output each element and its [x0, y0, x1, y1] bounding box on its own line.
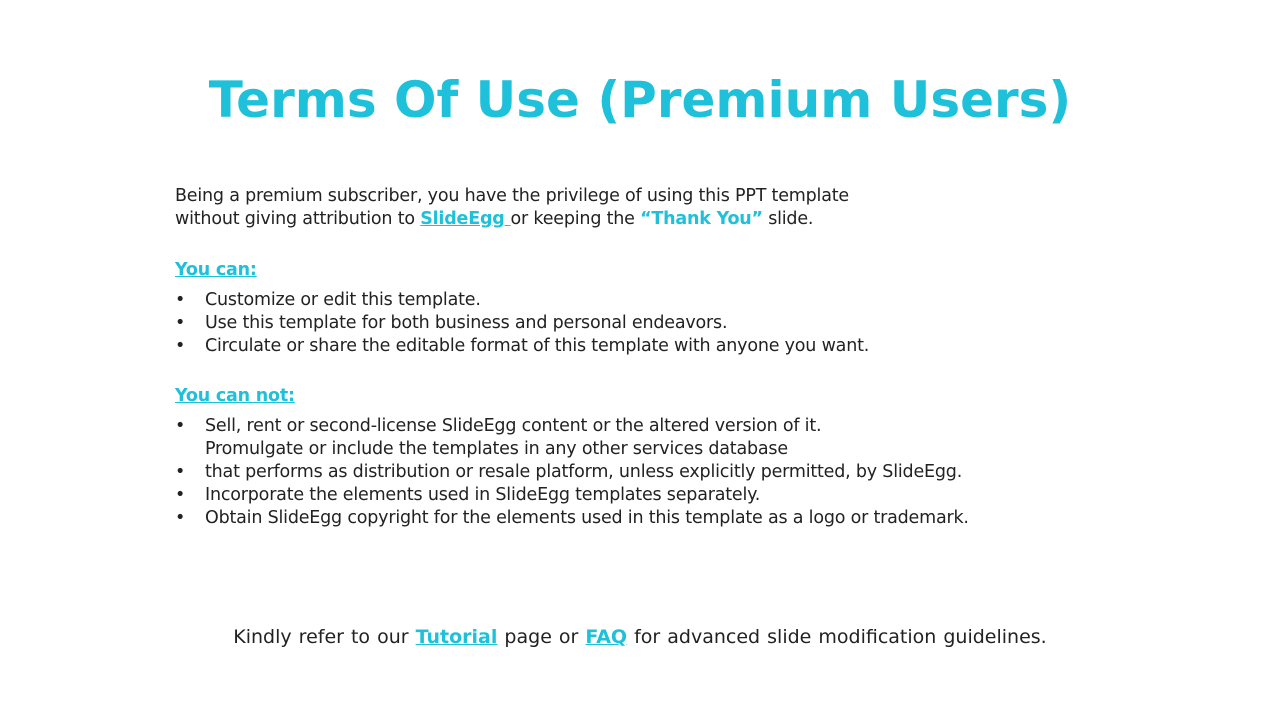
list-item-continuation	[175, 438, 1075, 461]
intro-paragraph	[175, 185, 1075, 231]
intro-line-2	[175, 208, 1075, 231]
bullet-icon: •	[175, 313, 186, 333]
intro-line-2-middle: or keeping the	[510, 209, 641, 229]
list-item-text: Sell, rent or second-license SlideEgg content or the altered version of it.	[205, 416, 822, 436]
bullet-icon: •	[175, 290, 186, 310]
list-item-text: that performs as distribution or resale platform, unless explicitly permitted, by SlideEgg.	[205, 462, 963, 482]
bullet-icon: •	[175, 485, 186, 505]
you-can-list	[175, 289, 1075, 358]
list-item	[175, 415, 1075, 438]
thank-you-highlight: “Thank You”	[640, 209, 763, 229]
list-item	[175, 507, 1075, 530]
you-can-not-heading: You can not:	[175, 386, 295, 406]
slide-title: Terms Of Use (Premium Users)	[208, 71, 1072, 129]
you-can-not-list	[175, 415, 1075, 530]
footer-middle: page or	[497, 626, 586, 648]
list-item-text: Circulate or share the editable format of this template with anyone you want.	[205, 336, 870, 356]
footer-note	[0, 624, 1280, 650]
list-item	[175, 289, 1075, 312]
bullet-icon: •	[175, 462, 186, 482]
bullet-icon: •	[175, 508, 186, 528]
you-can-heading: You can:	[175, 260, 257, 280]
bullet-icon: •	[175, 416, 186, 436]
footer-suffix: for advanced slide modification guidelines.	[627, 626, 1047, 648]
list-item-text: Customize or edit this template.	[205, 290, 481, 310]
footer-prefix: Kindly refer to our	[233, 626, 416, 648]
intro-line-1: Being a premium subscriber, you have the privilege of using this PPT template	[175, 186, 849, 206]
list-item-text: Incorporate the elements used in SlideEgg templates separately.	[205, 485, 761, 505]
bullet-icon: •	[175, 336, 186, 356]
list-item	[175, 312, 1075, 335]
list-item-text: Obtain SlideEgg copyright for the elements used in this template as a logo or trademark.	[205, 508, 969, 528]
list-item	[175, 335, 1075, 358]
list-item	[175, 484, 1075, 507]
intro-line-2-prefix: without giving attribution to	[175, 209, 421, 229]
intro-line-2-suffix: slide.	[762, 209, 814, 229]
list-item	[175, 461, 1075, 484]
slideegg-link[interactable]: SlideEgg	[420, 209, 511, 229]
tutorial-link[interactable]: Tutorial	[415, 626, 498, 648]
list-item-text: Use this template for both business and personal endeavors.	[205, 313, 728, 333]
list-item-text: Promulgate or include the templates in any other services database	[205, 439, 788, 459]
faq-link[interactable]: FAQ	[585, 626, 628, 648]
terms-content	[175, 185, 1075, 530]
